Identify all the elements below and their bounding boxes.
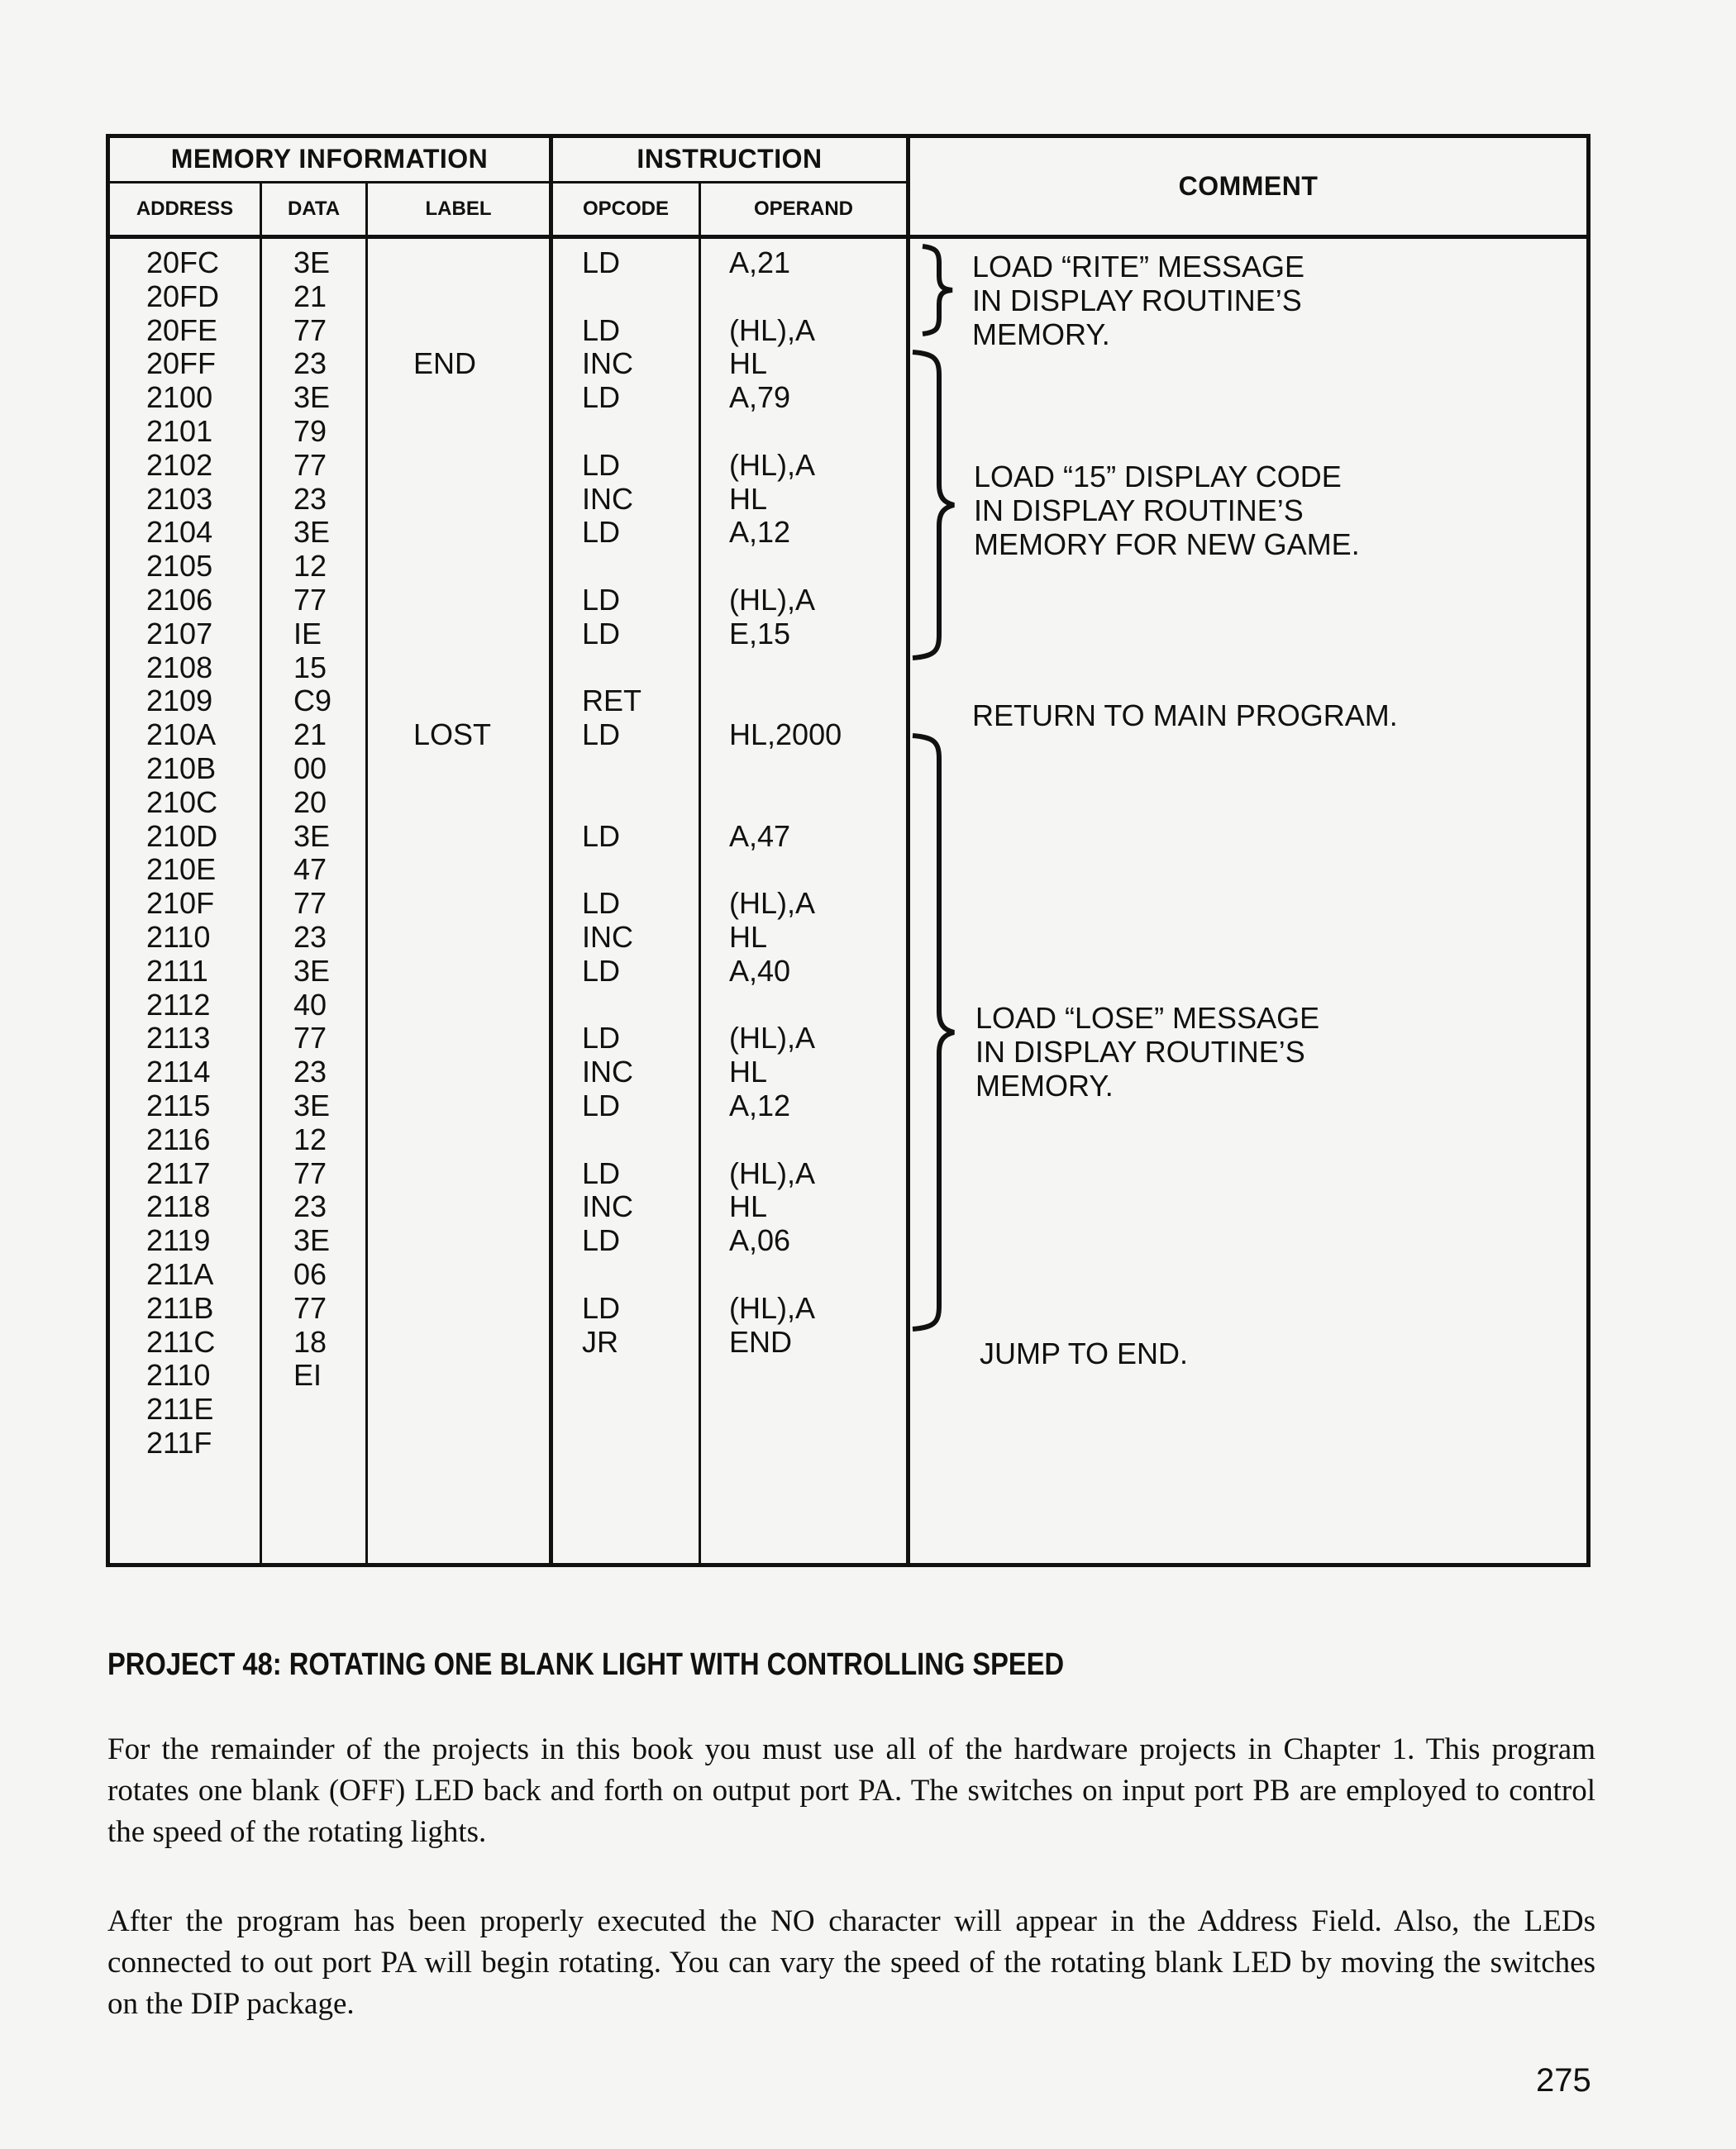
address-cell: 210F [146, 886, 215, 921]
comment-block [975, 1001, 1319, 1103]
comment-line: IN DISPLAY ROUTINE’S [974, 493, 1304, 527]
label-cell: END [413, 346, 477, 381]
header-address: ADDRESS [136, 198, 234, 220]
page-number: 275 [1536, 2062, 1591, 2099]
curly-brace-icon [908, 731, 957, 1334]
opcode-cell: LD [582, 515, 621, 550]
data-cell: 23 [293, 1055, 327, 1089]
opcode-cell: LD [582, 717, 621, 752]
address-cell: 2114 [146, 1055, 211, 1089]
comment-block [974, 460, 1360, 561]
comment-line: MEMORY. [972, 317, 1110, 351]
address-cell: 2111 [146, 953, 208, 988]
label-cell: LOST [413, 717, 492, 752]
opcode-cell: LD [582, 818, 621, 853]
address-cell: 2110 [146, 1358, 211, 1393]
address-cell: 2102 [146, 447, 213, 482]
data-cell: 23 [293, 920, 327, 954]
data-cell: 23 [293, 481, 327, 516]
data-cell: 3E [293, 953, 331, 988]
data-cell: IE [293, 616, 322, 650]
address-cell: 210B [146, 751, 217, 785]
operand-cell: A,40 [729, 953, 791, 988]
address-cell: 20FF [146, 346, 217, 381]
opcode-cell: LD [582, 1089, 621, 1122]
address-cell: 2119 [146, 1223, 211, 1258]
data-cell: 18 [293, 1324, 327, 1359]
comment-line: LOAD “LOSE” MESSAGE [975, 1001, 1320, 1035]
operand-cell: (HL),A [729, 583, 816, 617]
curly-brace-icon [908, 241, 957, 339]
address-cell: 2100 [146, 380, 213, 415]
data-cell: 12 [293, 549, 327, 584]
address-cell: 211F [146, 1426, 212, 1460]
address-cell: 2112 [146, 987, 211, 1022]
address-cell: 210C [146, 784, 218, 819]
header-label: LABEL [425, 198, 492, 220]
address-cell: 2110 [146, 920, 211, 954]
operand-cell: (HL),A [729, 886, 816, 921]
comment-block [972, 250, 1304, 351]
data-cell: 00 [293, 751, 327, 785]
data-cell: 77 [293, 583, 327, 617]
address-cell: 210E [146, 852, 217, 887]
opcode-cell: INC [582, 346, 633, 381]
data-cell: 3E [293, 380, 331, 415]
address-cell: 211E [146, 1392, 214, 1427]
operand-cell: HL [729, 346, 768, 381]
header-comment: COMMENT [1178, 171, 1319, 201]
opcode-cell: LD [582, 616, 621, 650]
address-cell: 2117 [146, 1156, 211, 1190]
comment-block [972, 698, 1398, 732]
data-cell: 77 [293, 886, 327, 921]
header-divider [106, 235, 1591, 239]
operand-cell: HL [729, 1055, 768, 1089]
address-cell: 20FD [146, 279, 220, 313]
data-cell: 21 [293, 279, 327, 313]
data-cell: 47 [293, 852, 327, 887]
operand-cell: (HL),A [729, 1290, 816, 1325]
comment-line: IN DISPLAY ROUTINE’S [972, 284, 1302, 317]
address-cell: 210A [146, 717, 217, 752]
data-cell: 40 [293, 987, 327, 1022]
operand-cell: HL,2000 [729, 717, 842, 752]
address-cell: 210D [146, 818, 218, 853]
address-cell: 20FC [146, 245, 220, 279]
operand-cell: A,21 [729, 245, 791, 279]
data-cell: 77 [293, 1156, 327, 1190]
address-cell: 2101 [146, 414, 213, 448]
comment-line: LOAD “RITE” MESSAGE [972, 250, 1305, 284]
operand-cell: (HL),A [729, 447, 816, 482]
data-cell: C9 [293, 684, 332, 718]
data-cell: 3E [293, 818, 331, 853]
comment-line: MEMORY. [975, 1069, 1114, 1103]
operand-cell: A,12 [729, 515, 791, 550]
data-cell: 23 [293, 346, 327, 381]
operand-cell: (HL),A [729, 1156, 816, 1190]
body-paragraph: For the remainder of the projects in this book you must use all of the hardware projects in Chapter 1. This program rotates one blank (OFF) LED back and forth on output port PA. The switches on input port PB are employed to control the speed of the rotating lights. [107, 1732, 1595, 1849]
address-cell: 2113 [146, 1021, 211, 1055]
header-operand: OPERAND [753, 198, 853, 220]
opcode-cell: LD [582, 583, 621, 617]
body-paragraph: After the program has been properly executed the NO character will appear in the Address Field. Also, the LEDs connected to out port PA will begin rotating. You can vary the speed of the rotating blank LED by moving the switches on the DIP package. [107, 1904, 1595, 2021]
comment-line: RETURN TO MAIN PROGRAM. [972, 698, 1398, 732]
curly-brace-icon [908, 347, 957, 663]
opcode-cell: LD [582, 1021, 621, 1055]
opcode-cell: LD [582, 380, 621, 415]
opcode-cell: INC [582, 481, 633, 516]
opcode-cell: INC [582, 1055, 633, 1089]
operand-cell: A,47 [729, 818, 791, 853]
address-cell: 2105 [146, 549, 213, 584]
header-memory-information: MEMORY INFORMATION [170, 144, 489, 174]
opcode-cell: LD [582, 1223, 621, 1258]
address-cell: 2115 [146, 1089, 211, 1122]
data-cell: 20 [293, 784, 327, 819]
header-opcode: OPCODE [582, 198, 669, 220]
opcode-cell: RET [582, 684, 641, 718]
operand-cell: (HL),A [729, 1021, 816, 1055]
data-cell: 06 [293, 1257, 327, 1291]
address-cell: 211B [146, 1290, 214, 1325]
data-cell: 77 [293, 312, 327, 347]
data-cell: 3E [293, 1223, 331, 1258]
comment-line: JUMP TO END. [980, 1337, 1189, 1370]
section-heading: PROJECT 48: ROTATING ONE BLANK LIGHT WITH CONTROLLING SPEED [107, 1647, 1065, 1682]
operand-cell: HL [729, 920, 768, 954]
column-divider [549, 134, 553, 1567]
header-data: DATA [287, 198, 341, 220]
opcode-cell: INC [582, 920, 633, 954]
data-cell: 23 [293, 1189, 327, 1224]
opcode-cell: LD [582, 447, 621, 482]
data-cell: 15 [293, 650, 327, 684]
comment-line: MEMORY FOR NEW GAME. [974, 527, 1360, 561]
opcode-cell: LD [582, 886, 621, 921]
data-cell: 3E [293, 1089, 331, 1122]
opcode-cell: LD [582, 312, 621, 347]
operand-cell: HL [729, 1189, 768, 1224]
data-cell: 77 [293, 447, 327, 482]
operand-cell: (HL),A [729, 312, 816, 347]
comment-block [980, 1337, 1188, 1370]
opcode-cell: INC [582, 1189, 633, 1224]
address-cell: 211C [146, 1324, 216, 1359]
data-cell: 77 [293, 1290, 327, 1325]
opcode-cell: LD [582, 953, 621, 988]
address-cell: 20FE [146, 312, 218, 347]
data-cell: 12 [293, 1122, 327, 1156]
operand-cell: A,79 [729, 380, 791, 415]
data-cell: 79 [293, 414, 327, 448]
opcode-cell: LD [582, 1156, 621, 1190]
address-cell: 2108 [146, 650, 213, 684]
operand-cell: E,15 [729, 616, 791, 650]
address-cell: 2116 [146, 1122, 211, 1156]
comment-line: IN DISPLAY ROUTINE’S [975, 1035, 1305, 1069]
column-divider [365, 183, 368, 1567]
address-cell: 2107 [146, 616, 213, 650]
column-divider [260, 183, 262, 1567]
data-cell: EI [293, 1358, 322, 1393]
address-cell: 2104 [146, 515, 213, 550]
address-cell: 2109 [146, 684, 213, 718]
opcode-cell: LD [582, 1290, 621, 1325]
operand-cell: HL [729, 481, 768, 516]
comment-line: LOAD “15” DISPLAY CODE [974, 460, 1342, 493]
address-cell: 211A [146, 1257, 214, 1291]
opcode-cell: LD [582, 245, 621, 279]
data-cell: 77 [293, 1021, 327, 1055]
opcode-cell: JR [582, 1324, 618, 1359]
address-cell: 2106 [146, 583, 213, 617]
column-divider [699, 183, 701, 1567]
address-cell: 2103 [146, 481, 213, 516]
address-cell: 2118 [146, 1189, 211, 1224]
data-cell: 3E [293, 245, 331, 279]
operand-cell: A,06 [729, 1223, 791, 1258]
header-instruction: INSTRUCTION [637, 144, 823, 174]
data-cell: 3E [293, 515, 331, 550]
data-cell: 21 [293, 717, 327, 752]
operand-cell: A,12 [729, 1089, 791, 1122]
operand-cell: END [729, 1324, 793, 1359]
